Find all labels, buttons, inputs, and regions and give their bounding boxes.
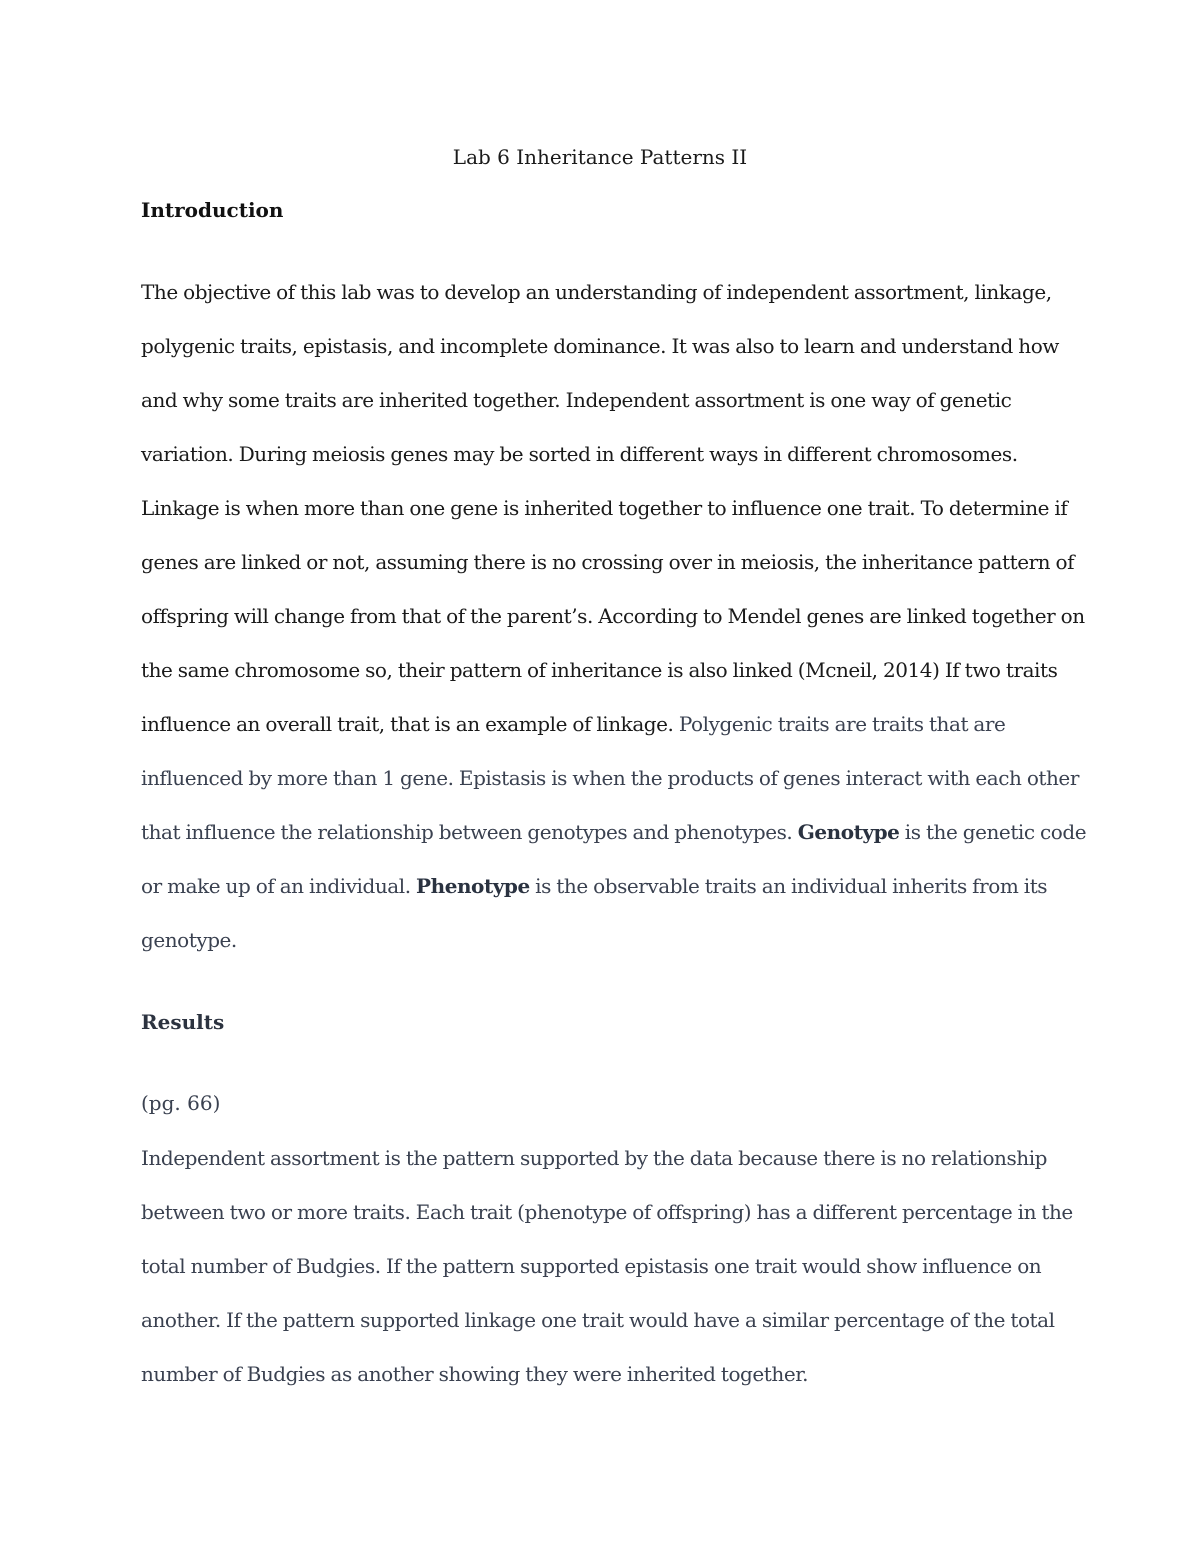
intro-line: Linkage is when more than one gene is inherited together to influence one trait. To determine if [141, 496, 1068, 520]
intro-line [141, 805, 1087, 859]
intro-line: polygenic traits, epistasis, and incomplete dominance. It was also to learn and understand how [141, 334, 1059, 358]
intro-line: The objective of this lab was to develop an understanding of independent assortment, linkage, [141, 280, 1052, 304]
results-line: Independent assortment is the pattern supported by the data because there is no relationship [141, 1146, 1048, 1170]
results-heading: Results [141, 1010, 225, 1034]
intro-text: is the genetic code [899, 820, 1087, 844]
intro-line: genes are linked or not, assuming there is no crossing over in meiosis, the inheritance pattern of [141, 550, 1075, 574]
results-line: number of Budgies as another showing they were inherited together. [141, 1362, 809, 1386]
phenotype-term: Phenotype [416, 874, 530, 898]
results-line: between two or more traits. Each trait (phenotype of offspring) has a different percentage in the [141, 1200, 1073, 1224]
introduction-heading: Introduction [141, 198, 284, 222]
intro-line: genotype. [141, 928, 237, 952]
intro-line [141, 859, 1071, 913]
intro-text: influence an overall trait, that is an example of linkage. [141, 712, 679, 736]
introduction-paragraph [141, 265, 1087, 967]
intro-text: or make up of an individual. [141, 874, 417, 898]
intro-line: the same chromosome so, their pattern of inheritance is also linked (Mcneil, 2014) If two traits [141, 658, 1058, 682]
polygenic-definition-text: Polygenic traits are traits that are [678, 712, 1006, 736]
intro-line: and why some traits are inherited together. Independent assortment is one way of genetic [141, 388, 1012, 412]
intro-line: offspring will change from that of the parent’s. According to Mendel genes are linked together on [141, 604, 1085, 628]
document-title: Lab 6 Inheritance Patterns II [452, 145, 748, 169]
results-line: total number of Budgies. If the pattern supported epistasis one trait would show influence on [141, 1254, 1042, 1278]
intro-line: influenced by more than 1 gene. Epistasis is when the products of genes interact with each other [141, 766, 1079, 790]
page-reference: (pg. 66) [141, 1091, 221, 1115]
results-paragraph [141, 1131, 1071, 1401]
intro-text: is the observable traits an individual inherits from its [529, 874, 1048, 898]
intro-line [141, 697, 1071, 751]
intro-line: variation. During meiosis genes may be sorted in different ways in different chromosomes. [141, 442, 1018, 466]
genotype-term: Genotype [797, 820, 900, 844]
intro-text: that influence the relationship between genotypes and phenotypes. [141, 820, 798, 844]
results-line: another. If the pattern supported linkage one trait would have a similar percentage of the total [141, 1308, 1055, 1332]
